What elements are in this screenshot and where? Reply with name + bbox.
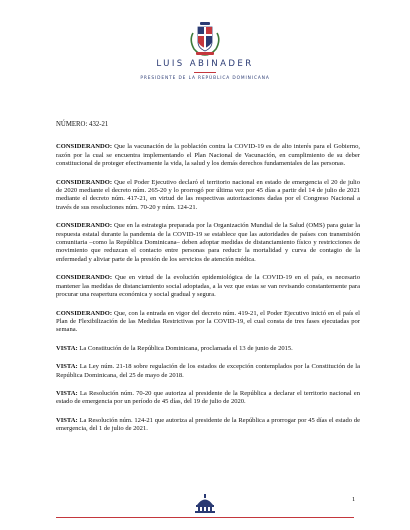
paragraph-keyword: CONSIDERANDO: <box>56 222 113 230</box>
paragraph-keyword: VISTA: <box>56 363 78 371</box>
paragraph-text: La Constitución de la República Dominicana, proclamada el 13 de junio de 2015. <box>79 344 293 352</box>
paragraph-text: La Resolución núm. 124-21 que autoriza al presidente de la República a prorrogar por 45 días el estado de emergencia, del 1 de julio de 2021. <box>56 416 360 433</box>
coat-of-arms-seal <box>187 20 223 58</box>
paragraph-keyword: CONSIDERANDO: <box>56 143 113 151</box>
paragraph-keyword: VISTA: <box>56 416 78 424</box>
decree-number: NÚMERO: 432-21 <box>56 121 109 128</box>
paragraph-keyword: VISTA: <box>56 389 78 397</box>
paragraph-text: Que, con la entrada en vigor del decreto núm. 419-21, el Poder Ejecutivo inició en el país el Plan de Flexibilización de las Medidas Restrictivas por la COVID-19, el cual consta de tres fases ejecutadas por semana. <box>56 309 360 334</box>
document-paragraph <box>56 345 360 353</box>
document-paragraph <box>56 310 360 335</box>
document-body <box>56 121 360 444</box>
government-building-icon <box>193 491 217 513</box>
document-paragraph <box>56 222 360 264</box>
paragraph-list <box>56 143 360 433</box>
president-title: PRESIDENTE DE LA REPÚBLICA DOMINICANA <box>140 76 270 81</box>
paragraph-text: Que la vacunación de la población contra la COVID-19 es de alto interés para el Gobierno, razón por la cual se encuentra implementando el Plan Nacional de Vacunación, en cumplimiento de su deber constitucional de proteger efectivamente la vida, la salud y los demás derechos fundamentales de las personas. <box>56 143 360 168</box>
paragraph-text: Que en la estrategia preparada por la Organización Mundial de la Salud (OMS) para guiar la respuesta estatal durante la pandemia de la COVID-19 se establece que las autoridades de países con transmisión comunitaria –como la República Dominicana– deben adoptar medidas de distanciamiento físico y restricciones de movimiento que reduzcan el contacto entre personas para reducir la mortalidad y curva de contagio de la enfermedad y aliviar parte de la presión de los servicios de atención médica. <box>56 222 360 263</box>
paragraph-text: La Ley núm. 21-18 sobre regulación de los estados de excepción contemplados por la Constitución de la República Dominicana, del 25 de mayo de 2018. <box>56 363 361 379</box>
document-paragraph <box>56 390 360 407</box>
paragraph-text: Que en virtud de la evolución epidemiológica de la COVID-19 en el país, es necesario mantener las medidas de distanciamiento social adoptadas, a la vez que estas se van revisando constantemente para procurar una reapertura económica y social gradual y segura. <box>56 274 361 299</box>
document-paragraph <box>56 363 360 380</box>
page-number: 1 <box>352 496 356 503</box>
document-paragraph <box>56 143 360 168</box>
paragraph-keyword: CONSIDERANDO: <box>56 274 113 282</box>
document-paragraph <box>56 179 360 213</box>
document-paragraph <box>56 417 360 434</box>
footer-divider <box>56 517 354 518</box>
header-divider <box>194 72 216 73</box>
document-paragraph <box>56 274 360 299</box>
paragraph-text: Que el Poder Ejecutivo declaró el territorio nacional en estado de emergencia el 20 de julio de 2020 mediante el decreto núm. 265-20 y lo prorrogó por última vez por 45 días a partir del 14 de julio de 2021 mediante el decreto núm. 417-21, en virtud de las respectivas autorizaciones dadas por el Congreso Nacional a través de sus resoluciones núm. 70-20 y núm. 124-21. <box>56 178 360 211</box>
paragraph-keyword: CONSIDERANDO: <box>56 309 113 317</box>
paragraph-keyword: VISTA: <box>56 344 78 352</box>
paragraph-text: La Resolución núm. 70-20 que autoriza al presidente de la República a declarar el territorio nacional en estado de emergencia por un período de 45 días, del 19 de julio de 2020. <box>56 389 360 406</box>
president-name: LUIS ABINADER <box>156 59 254 69</box>
paragraph-keyword: CONSIDERANDO: <box>56 178 113 186</box>
